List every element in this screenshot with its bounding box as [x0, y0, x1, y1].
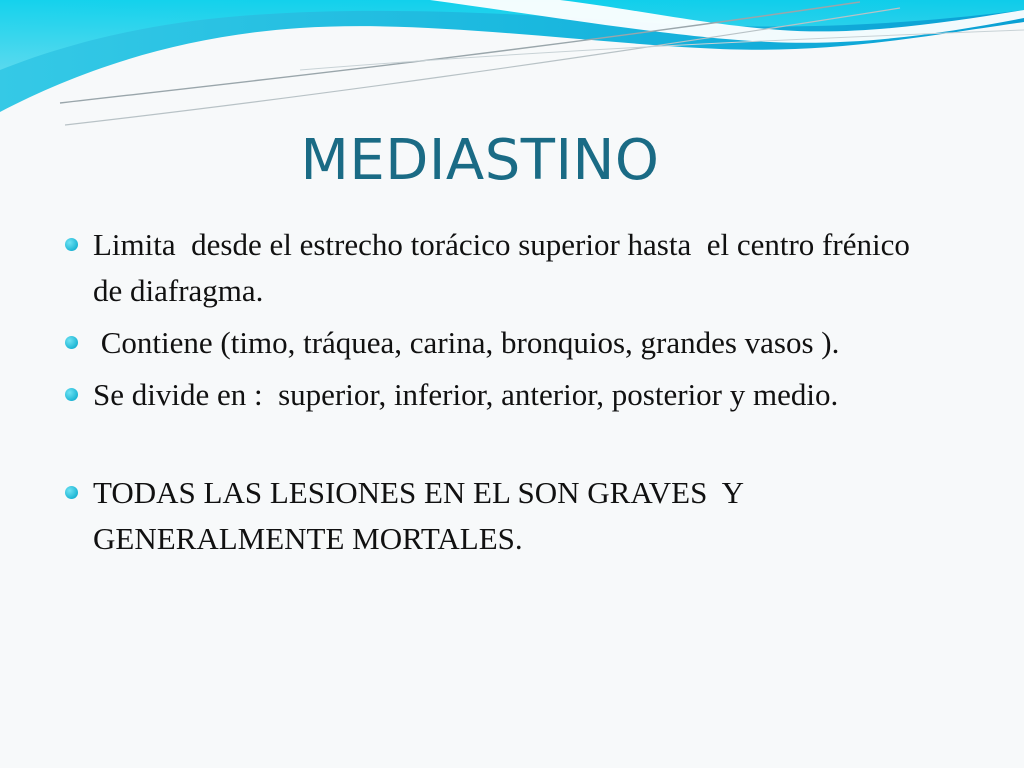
- bullet-item: [62, 470, 942, 562]
- bullet-text: TODAS LAS LESIONES EN EL SON GRAVES Y GENERALMENTE MORTALES.: [93, 475, 751, 556]
- bullet-list: [62, 222, 942, 568]
- header-wave-decoration: [0, 0, 1024, 135]
- bullet-dot-icon: [65, 238, 78, 251]
- bullet-item: [62, 222, 942, 314]
- bullet-text: Limita desde el estrecho torácico superior hasta el centro frénico de diafragma.: [93, 227, 918, 308]
- slide-title: MEDIASTINO: [300, 128, 660, 193]
- bullet-dot-icon: [65, 388, 78, 401]
- bullet-item: [62, 372, 942, 418]
- bullet-dot-icon: [65, 486, 78, 499]
- bullet-item: [62, 320, 942, 366]
- bullet-text: Contiene (timo, tráquea, carina, bronquios, grandes vasos ).: [93, 325, 840, 360]
- bullet-dot-icon: [65, 336, 78, 349]
- bullet-text: Se divide en : superior, inferior, anterior, posterior y medio.: [93, 377, 839, 412]
